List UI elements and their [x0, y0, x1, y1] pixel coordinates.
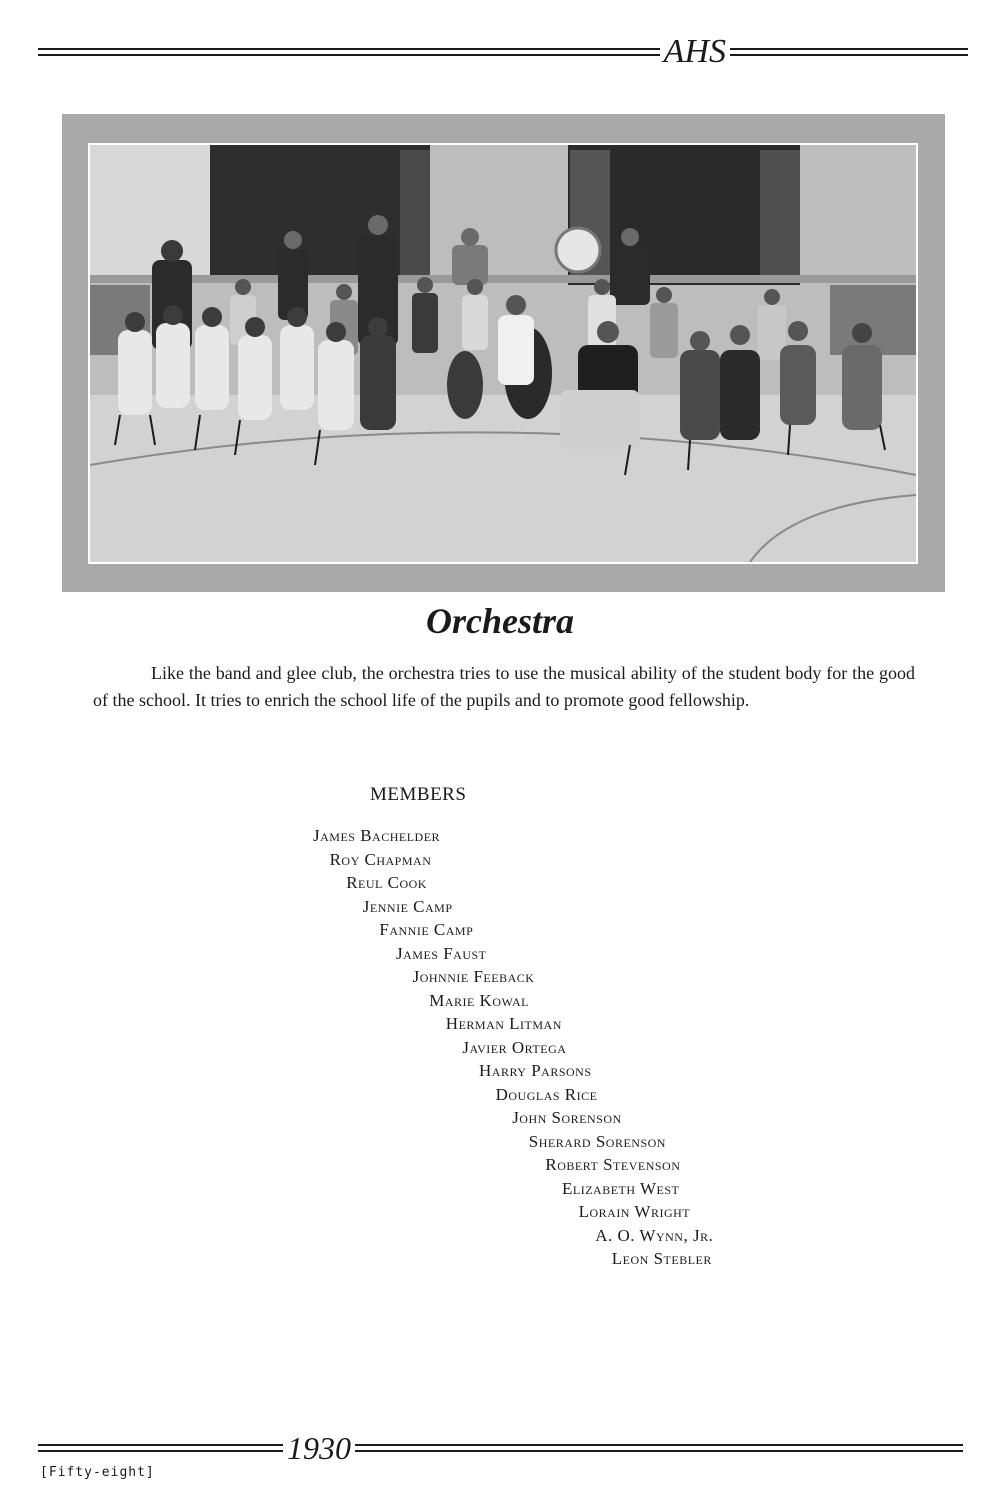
photo-mat: [62, 114, 945, 592]
member-name: Johnnie Feeback: [412, 967, 535, 986]
header-rule-right: [730, 48, 968, 56]
footer-rule-left: [38, 1444, 283, 1452]
member-name: Leon Stebler: [611, 1249, 712, 1268]
member-name: Sherard Sorenson: [528, 1131, 666, 1151]
member-name: James Faust: [396, 943, 487, 963]
member-name: Robert Stevenson: [545, 1155, 681, 1174]
footer-rule: [38, 1432, 963, 1464]
member-name: Reul Cook: [346, 873, 427, 892]
header-rule-left: [38, 48, 660, 56]
member-name: Herman Litman: [445, 1014, 562, 1033]
header-label: AHS: [663, 33, 726, 70]
member-name: Lorain Wright: [578, 1202, 691, 1221]
orchestra-photo-image: [90, 145, 916, 562]
orchestra-photo: [88, 143, 918, 564]
member-name: Jennie Camp: [362, 896, 453, 916]
page-number: [Fifty-eight]: [40, 1465, 155, 1480]
member-name: Harry Parsons: [479, 1061, 592, 1080]
member-name: Fannie Camp: [379, 920, 474, 939]
members-heading: MEMBERS: [370, 784, 467, 805]
intro-paragraph: Like the band and glee club, the orchestra tries to use the musical ability of the student body for the good of the school. It tries to enrich the school life of the pupils and to promote good fellowship.: [93, 663, 915, 710]
member-name: A. O. Wynn, Jr.: [595, 1225, 714, 1245]
footer-year: 1930: [287, 1430, 351, 1466]
member-name: John Sorenson: [512, 1108, 622, 1127]
member-name: Elizabeth West: [562, 1178, 680, 1198]
member-name: James Bachelder: [313, 826, 441, 845]
member-name: Javier Ortega: [462, 1037, 567, 1057]
member-name: Douglas Rice: [495, 1084, 598, 1104]
header-rule: [38, 35, 968, 69]
member-name: Marie Kowal: [429, 990, 529, 1010]
section-title: Orchestra: [425, 601, 574, 641]
footer-rule-right: [355, 1444, 963, 1452]
member-name: Roy Chapman: [329, 849, 432, 869]
